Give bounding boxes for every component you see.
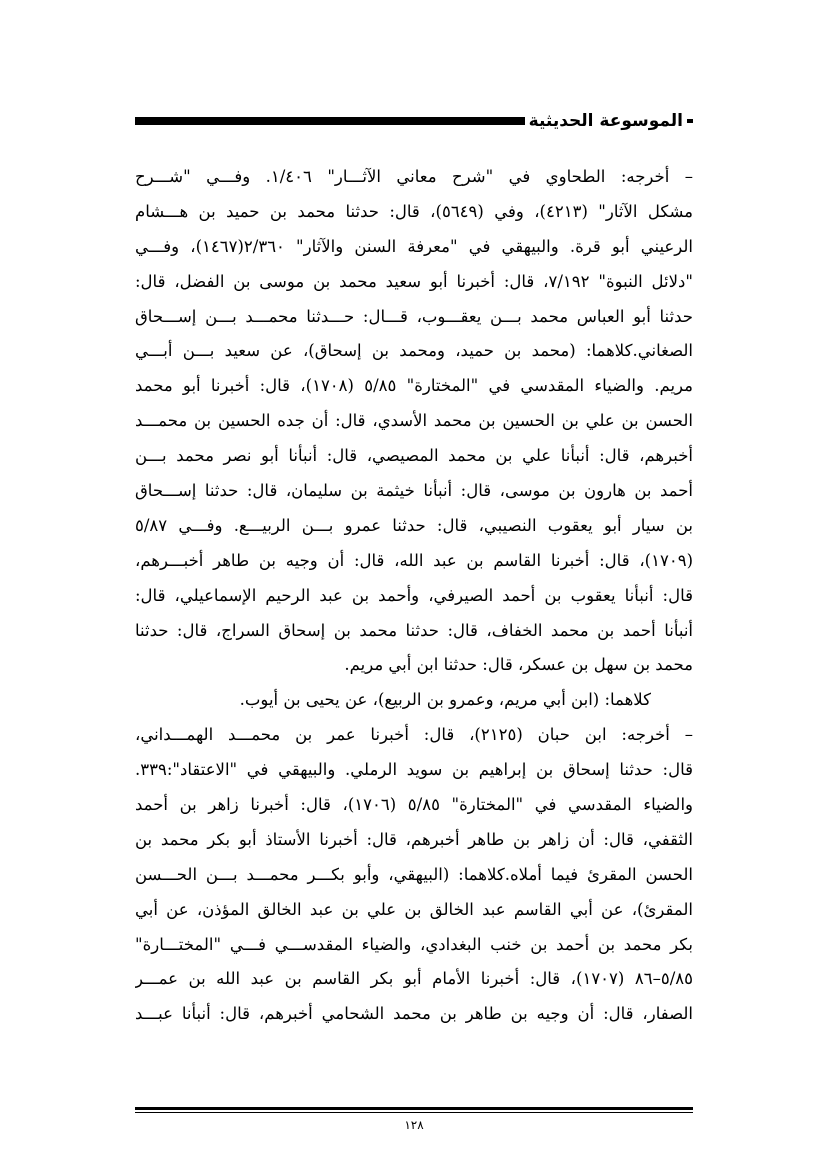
page-body xyxy=(135,160,693,1032)
text-line: حدثنا أبو العباس محمد بـــن يعقـــوب، قـــال: حـــدثنا محمـــد بـــن إســـحاق xyxy=(135,306,693,326)
text-line: مشكل الآثار" (٤٢١٣)، وفي (٥٦٤٩)، قال: حدثنا محمد بن حميد بن هـــشام xyxy=(135,201,693,221)
text-line: "دلائل النبوة" ٧/١٩٢، قال: أخبرنا أبو سعيد محمد بن موسى بن الفضل، قال: xyxy=(135,271,693,291)
text-line: المقرئ)، عن أبي القاسم عبد الخالق بن علي بن عبد الخالق المؤذن، عن أبي xyxy=(135,899,693,919)
text-line: الحسن بن علي بن الحسين بن محمد الأسدي، قال: أن جده الحسين بن محمـــد xyxy=(135,411,693,431)
text-line: كلاهما: (ابن أبي مريم، وعمرو بن الربيع)، عن يحيى بن أيوب. xyxy=(239,690,651,710)
text-line: بن سيار أبو يعقوب النصيبي، قال: حدثنا عمرو بـــن الربيـــع. وفـــي ٥/٨٧ xyxy=(135,515,693,535)
text-line: بكر محمد بن أحمد بن خنب البغدادي، والضياء المقدســـي فـــي "المختـــارة" xyxy=(135,934,693,954)
text-line: أنبأنا أحمد بن محمد الخفاف، قال: حدثنا محمد بن إسحاق السراج، قال: حدثنا xyxy=(135,620,693,640)
text-line: – أخرجه: ابن حبان (٢١٢٥)، قال: أخبرنا عمر بن محمـــد الهمـــداني، xyxy=(135,725,693,745)
header-rule-left xyxy=(135,117,525,121)
text-line: والضياء المقدسي في "المختارة" ٥/٨٥ (١٧٠٦)، قال: أخبرنا زاهر بن أحمد xyxy=(135,795,693,815)
text-line: الصغاني.كلاهما: (محمد بن حميد، ومحمد بن إسحاق)، عن سعيد بـــن أبـــي xyxy=(135,341,693,361)
text-line: قال: أنبأنا يعقوب بن أحمد الصيرفي، وأحمد بن عبد الرحيم الإسماعيلي، قال: xyxy=(135,585,693,605)
text-line: أخبرهم، قال: أنبأنا علي بن محمد المصيصي، قال: أنبأنا أبو نصر محمد بـــن xyxy=(135,446,693,466)
text-line: – أخرجه: الطحاوي في "شرح معاني الآثـــار" ١/٤٠٦. وفـــي "شـــرح xyxy=(135,167,693,186)
footer-rule-thick xyxy=(135,1107,693,1110)
footer-rule-thin xyxy=(135,1112,693,1113)
running-header xyxy=(135,106,693,136)
text-line: أحمد بن هارون بن موسى، قال: أنبأنا خيثمة بن سليمان، قال: حدثنا إســـحاق xyxy=(135,481,693,501)
text-line: قال: حدثنا إسحاق بن إبراهيم بن سويد الرملي. والبيهقي في "الاعتقاد":٣٣٩. xyxy=(135,760,693,780)
text-line: الصفار، قال: أن وجيه بن طاهر بن محمد الشحامي أخبرهم، قال: أنبأنا عبـــد xyxy=(135,1004,693,1024)
text-line: الثقفي، قال: أن زاهر بن طاهر أخبرهم، قال: أخبرنا الأستاذ أبو بكر محمد بن xyxy=(135,829,693,849)
text-line: ٥/٨٥–٨٦ (١٧٠٧)، قال: أخبرنا الأمام أبو بكر القاسم بن عبد الله بن عمـــر xyxy=(135,969,693,989)
text-line: الرعيني أبو قرة. والبيهقي في "معرفة السنن والآثار" ٢/٣٦٠(١٤٦٧)، وفـــي xyxy=(135,236,693,256)
text-line: الحسن المقرئ فيما أملاه.كلاهما: (البيهقي، وأبو بكـــر محمـــد بـــن الحـــسن xyxy=(135,864,693,884)
text-line: (١٧٠٩)، قال: أخبرنا القاسم بن عبد الله، قال: أن وجيه بن طاهر أخبـــرهم، xyxy=(135,550,693,570)
page-number: ١٢٨ xyxy=(404,1118,424,1132)
header-rule-right xyxy=(687,119,693,123)
header-title: الموسوعة الحديثية xyxy=(528,111,683,131)
text-line: مريم. والضياء المقدسي في "المختارة" ٥/٨٥ (١٧٠٨)، قال: أخبرنا أبو محمد xyxy=(135,376,693,396)
text-line: محمد بن سهل بن عسكر، قال: حدثنا ابن أبي مريم. xyxy=(344,655,693,675)
